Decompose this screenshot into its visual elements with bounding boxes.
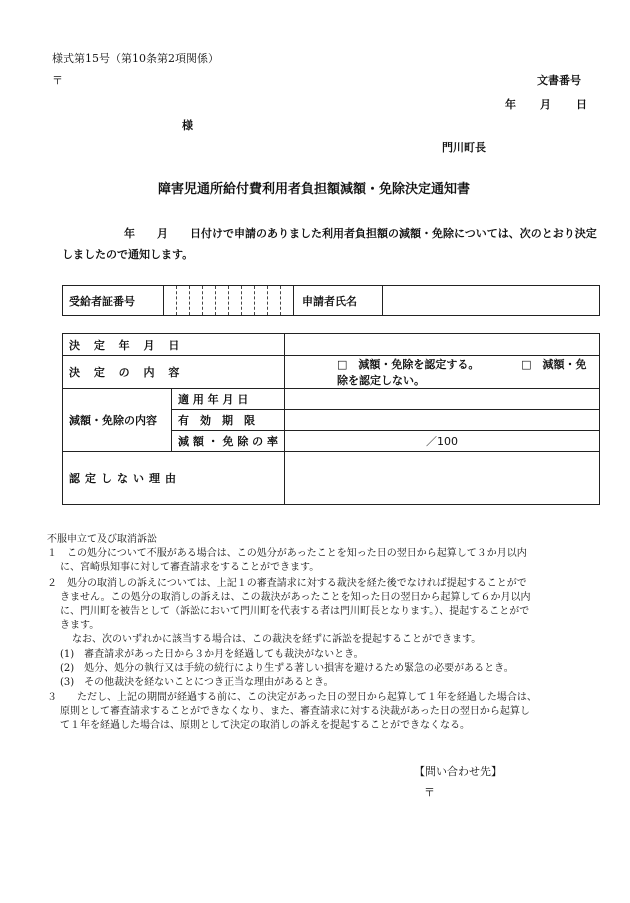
- not-approved-reason-label: 認定しない理由: [63, 452, 285, 505]
- appeal-p1-line2: に、宮崎県知事に対して審査請求をすることができます。: [60, 562, 320, 573]
- date-month: 月: [540, 98, 551, 111]
- digit-cell[interactable]: [255, 286, 268, 316]
- appeal-p1-line1: １ この処分について不服がある場合は、この処分があったことを知った日の翌日から起算して３か月以内: [47, 548, 527, 559]
- digit-cell[interactable]: [281, 286, 294, 316]
- recipient-number-label: 受給者証番号: [63, 286, 164, 316]
- applicant-name-field[interactable]: [383, 286, 600, 316]
- appeal-p3-line1: ３ ただし、上記の期間が経過する前に、この決定があった日の翌日から起算して１年を経過した場合は、: [47, 692, 537, 703]
- digit-cell[interactable]: [242, 286, 255, 316]
- contact-heading: 【問い合わせ先】: [414, 765, 502, 778]
- appeal-p2-line3: に、門川町を被告として（訴訟において門川町を代表する者は門川町長となります。）、提起することがで: [60, 606, 530, 617]
- option-not-approve[interactable]: □ 減額・免除を認定しない。: [336, 358, 587, 387]
- applicant-name-label: 申請者氏名: [294, 286, 383, 316]
- appeal-p3-line2: 原則として審査請求することができなくなり、また、審査請求に対する決裁があった日の翌日から起算し: [60, 706, 530, 717]
- appeal-p2-line4: きます。: [60, 620, 100, 631]
- apply-date-field[interactable]: [284, 389, 599, 410]
- decision-table: [62, 333, 600, 505]
- digit-cell[interactable]: [190, 286, 203, 316]
- recipient-table: [62, 285, 600, 316]
- appeal-p3-line3: て１年を経過した場合は、原則として決定の取消しの訴えを提起することができなくなる。: [60, 720, 470, 731]
- digit-cell[interactable]: [268, 286, 281, 316]
- digit-cell[interactable]: [216, 286, 229, 316]
- page-title: 障害児通所給付費利用者負担額減額・免除決定通知書: [158, 182, 471, 197]
- appeal-item-1: (1) 審査請求があった日から３か月を経過しても裁決がないとき。: [60, 649, 364, 660]
- digit-cell[interactable]: [164, 286, 177, 316]
- rate-value[interactable]: ／100: [284, 431, 599, 452]
- option-approve[interactable]: □ 減額・免除を認定する。: [336, 358, 480, 371]
- appeal-p2-line1: ２ 処分の取消しの訴えについては、上記１の審査請求に対する裁決を経た後でなければ提起することがで: [47, 578, 527, 589]
- decision-date-label: 決 定 年 月 日: [63, 334, 285, 356]
- postal-mark: 〒: [52, 74, 63, 87]
- appeal-item-3: (3) その他裁決を経ないことにつき正当な理由があるとき。: [60, 677, 334, 688]
- digit-cell[interactable]: [177, 286, 190, 316]
- appeal-p2-line5: なお、次のいずれかに該当する場合は、この裁決を経ずに訴訟を提起することができます。: [72, 634, 482, 645]
- decision-content-label: 決 定 の 内 容: [63, 356, 285, 389]
- document-number-label: 文書番号: [537, 74, 581, 87]
- decision-date-field[interactable]: [284, 334, 599, 356]
- appeal-item-2: (2) 処分、処分の執行又は手続の続行により生ずる著しい損害を避けるため緊急の必要があるとき。: [60, 663, 514, 674]
- date-year: 年: [505, 98, 516, 111]
- rate-label: 減 額 ・ 免 除 の 率: [172, 431, 285, 452]
- digit-cell[interactable]: [229, 286, 242, 316]
- intro-line-1: 年 月 日付けで申請のありました利用者負担額の減額・免除については、次のとおり決定: [124, 227, 597, 240]
- date-day: 日: [576, 98, 587, 111]
- appeal-heading: 不服申立て及び取消訴訟: [47, 534, 157, 545]
- intro-line-2: しましたので通知します。: [62, 248, 194, 261]
- apply-date-label: 適 用 年 月 日: [172, 389, 285, 410]
- form-number: 様式第15号（第10条第2項関係）: [52, 52, 219, 65]
- issuer: 門川町長: [442, 141, 486, 154]
- digit-cell[interactable]: [203, 286, 216, 316]
- not-approved-reason-field[interactable]: [284, 452, 599, 505]
- contact-postal-mark: 〒: [424, 786, 435, 799]
- recipient-suffix: 様: [182, 119, 193, 132]
- appeal-p2-line2: きません。この処分の取消しの訴えは、この裁決があったことを知った日の翌日から起算して６か月以内: [60, 592, 531, 603]
- valid-period-label: 有 効 期 限: [172, 410, 285, 431]
- reduction-content-label: 減額・免除の内容: [63, 389, 172, 452]
- valid-period-field[interactable]: [284, 410, 599, 431]
